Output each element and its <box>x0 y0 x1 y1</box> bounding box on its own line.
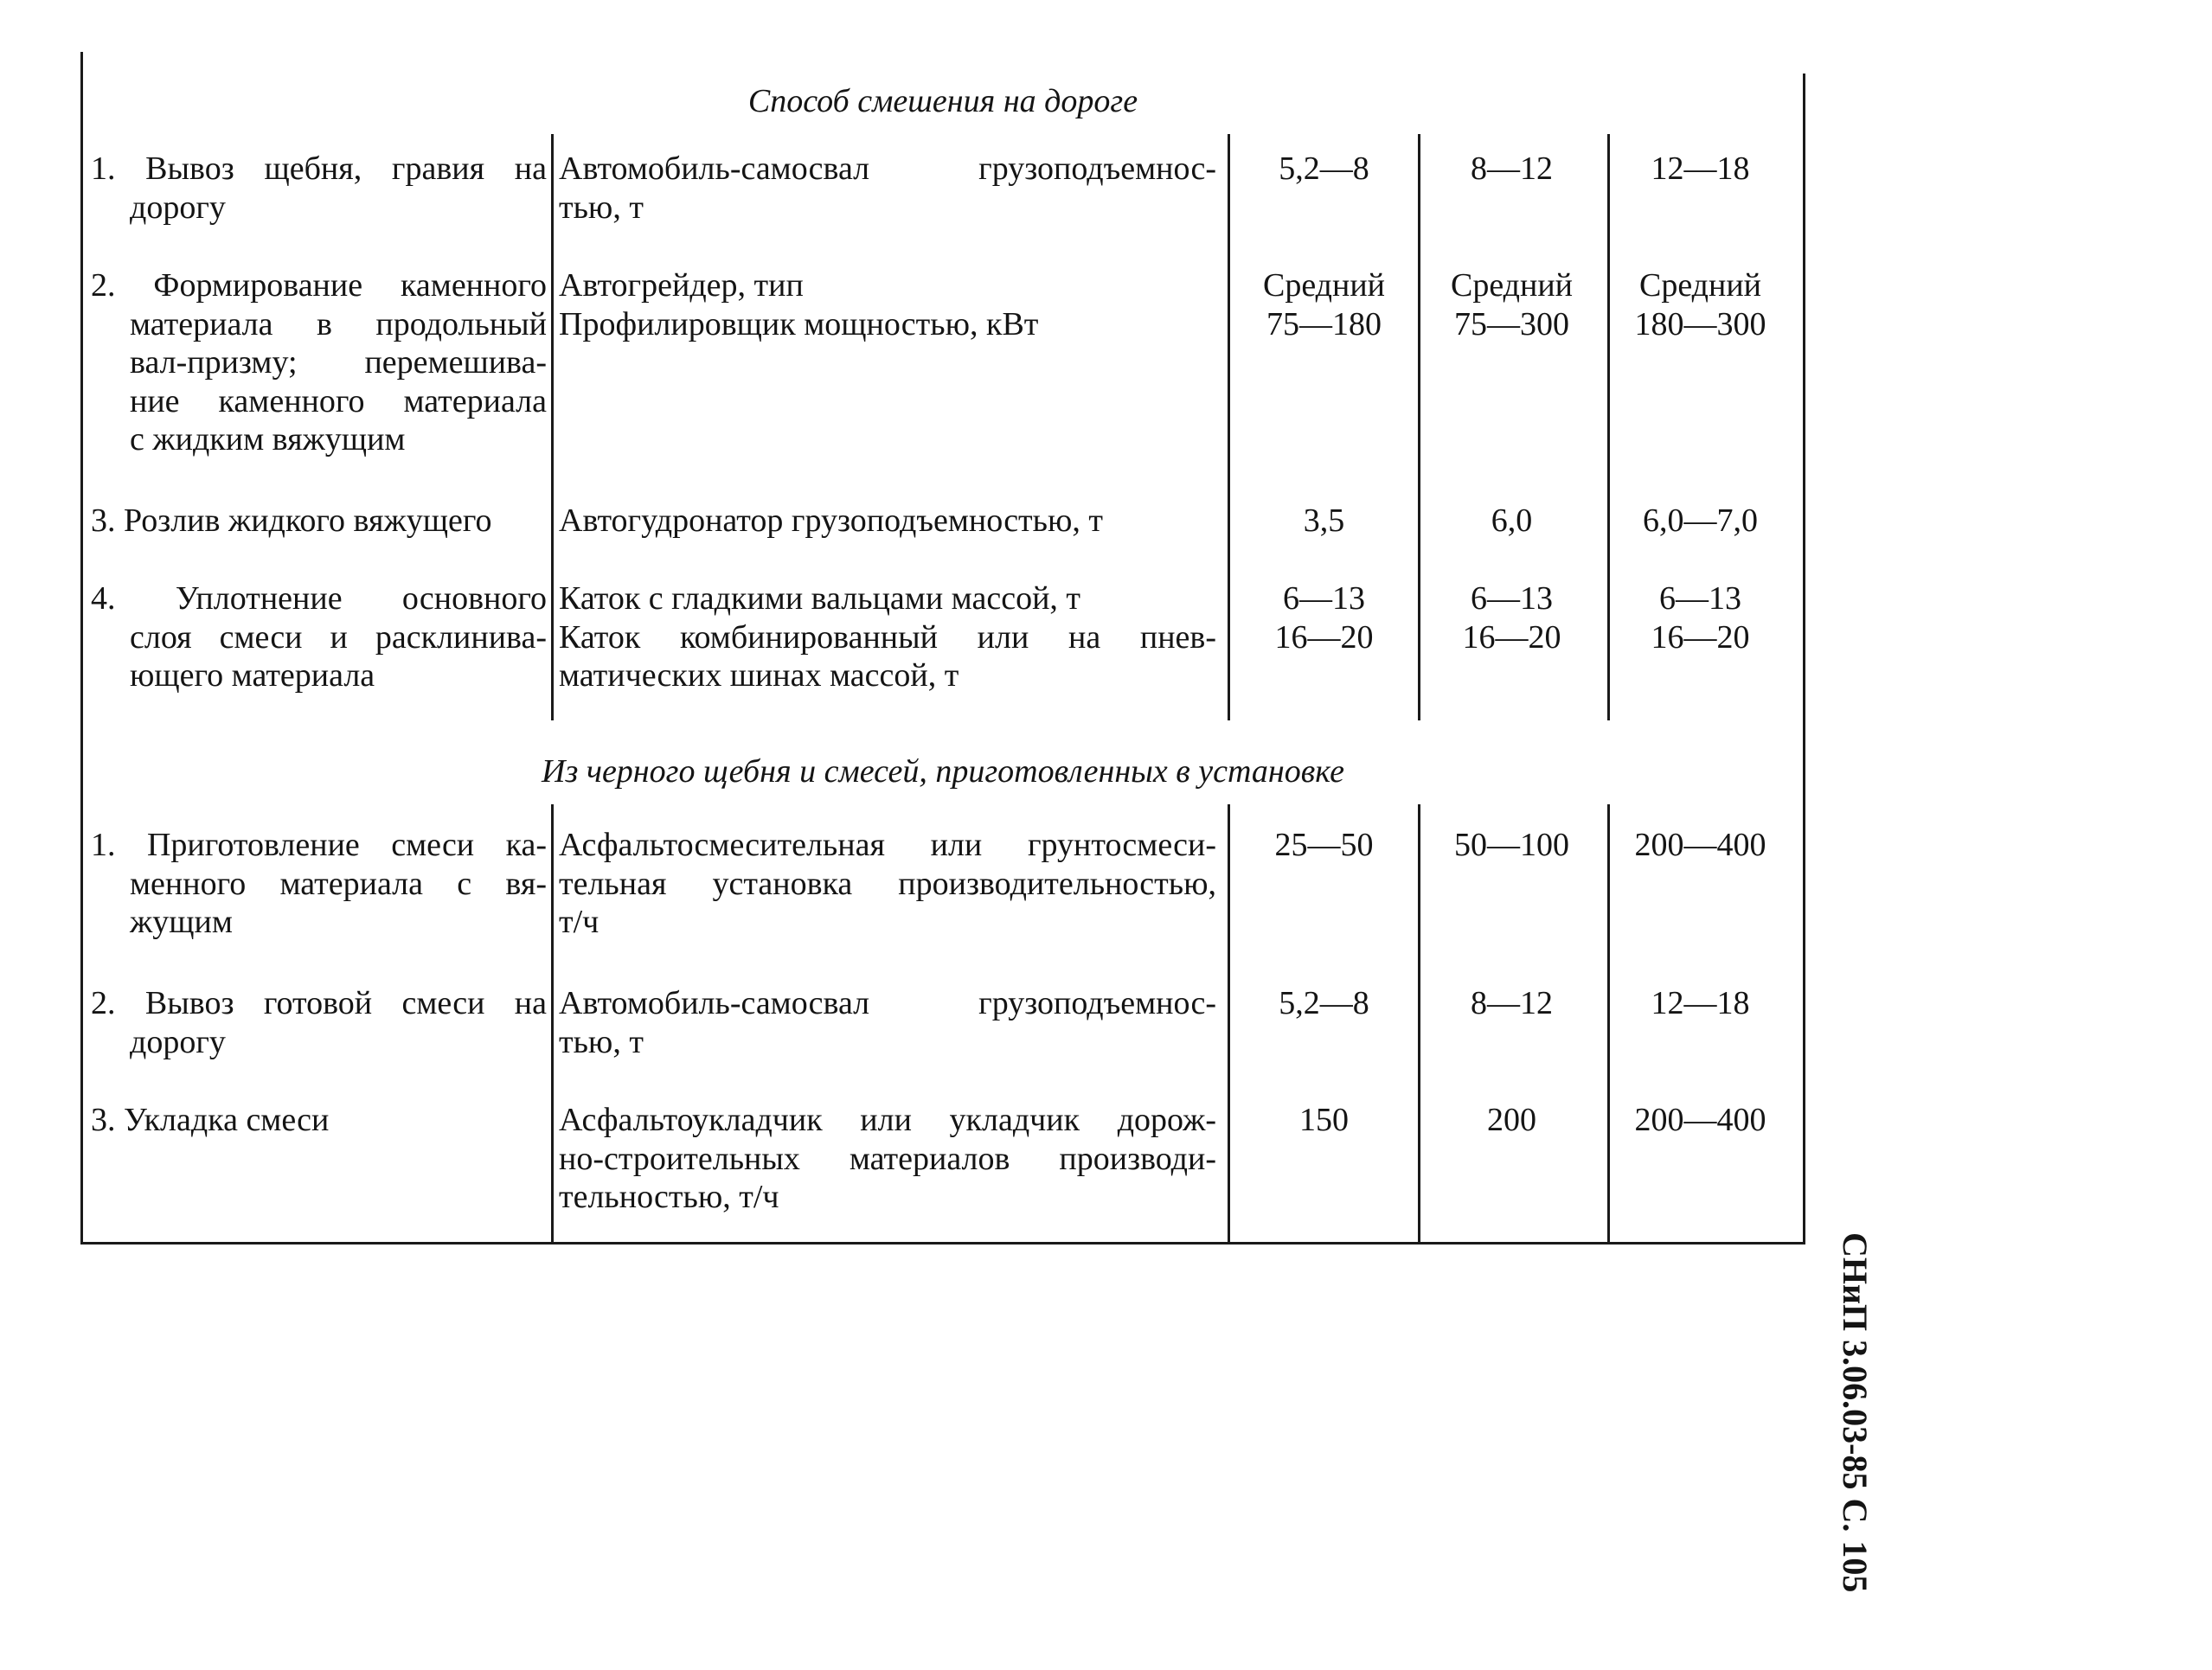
table-left-border <box>80 52 83 1244</box>
value-cell-1: 5,2—8 <box>1279 150 1369 187</box>
value-cell-1: 6—13 16—20 <box>1274 580 1374 656</box>
operation-cell: 1. Вывоз щебня, гравия на дорогу <box>91 150 547 226</box>
machine-cell: Автомобиль-самосвал грузоподъемнос- тью, т <box>559 150 1216 226</box>
column-divider <box>551 134 554 720</box>
machine-cell: Асфальтоукладчик или укладчик дорож- но-строительных материалов производи- тельностью, т/ч <box>559 1102 1216 1215</box>
value-cell-2: 50—100 <box>1454 827 1569 863</box>
value-cell-1: 3,5 <box>1303 502 1345 539</box>
value-cell-3: Средний 180—300 <box>1634 267 1766 342</box>
value-cell-1: Средний 75—180 <box>1262 267 1386 342</box>
value-cell-1: 150 <box>1299 1102 1349 1138</box>
value-cell-2: 8—12 <box>1471 150 1553 187</box>
operation-cell: 3. Укладка смеси <box>91 1102 330 1138</box>
machine-cell: Каток с гладкими вальцами массой, т Каток комбинированный или на пнев- матических шинах массой, т <box>559 580 1216 694</box>
value-cell-2: 6—13 16—20 <box>1462 580 1561 656</box>
table-bottom-border <box>80 1242 1805 1245</box>
column-divider <box>1607 804 1610 1244</box>
machine-cell: Автогудронатор грузоподъемностью, т <box>559 502 1103 539</box>
value-cell-3: 12—18 <box>1651 150 1750 187</box>
column-divider <box>1418 804 1420 1244</box>
page-label-text: СНиП 3.06.03-85 С. 105 <box>1836 1232 1875 1593</box>
operation-cell: 4. Уплотнение основного слоя смеси и расклинива- ющего материала <box>91 580 547 694</box>
value-cell-1: 25—50 <box>1274 827 1374 863</box>
operation-cell: 2. Вывоз готовой смеси на дорогу <box>91 985 547 1060</box>
value-cell-3: 6—13 16—20 <box>1651 580 1750 656</box>
value-cell-3: 12—18 <box>1651 985 1750 1021</box>
value-cell-3: 6,0—7,0 <box>1643 502 1758 539</box>
machine-cell: Асфальтосмесительная или грунтосмеси- тельная установка производительностью, т/ч <box>559 827 1216 940</box>
section-title: Из черного щебня и смесей, приготовленных в установке <box>542 753 1344 790</box>
operation-cell: 3. Розлив жидкого вяжущего <box>91 502 492 539</box>
value-cell-2: 200 <box>1487 1102 1536 1138</box>
section-title: Способ смешения на дороге <box>747 83 1138 119</box>
value-cell-3: 200—400 <box>1634 1102 1766 1138</box>
value-cell-2: 8—12 <box>1471 985 1553 1021</box>
column-divider <box>1228 134 1230 720</box>
value-cell-2: Средний 75—300 <box>1450 267 1574 342</box>
column-divider <box>551 804 554 1244</box>
value-cell-2: 6,0 <box>1491 502 1533 539</box>
table-right-border <box>1803 74 1805 1244</box>
machine-cell: Автомобиль-самосвал грузоподъемнос- тью, т <box>559 985 1216 1060</box>
value-cell-3: 200—400 <box>1634 827 1766 863</box>
value-cell-1: 5,2—8 <box>1279 985 1369 1021</box>
operation-cell: 1. Приготовление смеси ка- менного материала с вя- жущим <box>91 827 547 940</box>
operation-cell: 2. Формирование каменного материала в продольный вал-призму; перемешива- ние каменного материала с жидким вяжущим <box>91 267 547 457</box>
machine-cell: Автогрейдер, тип Профилировщик мощностью, кВт <box>559 267 1039 342</box>
column-divider <box>1228 804 1230 1244</box>
